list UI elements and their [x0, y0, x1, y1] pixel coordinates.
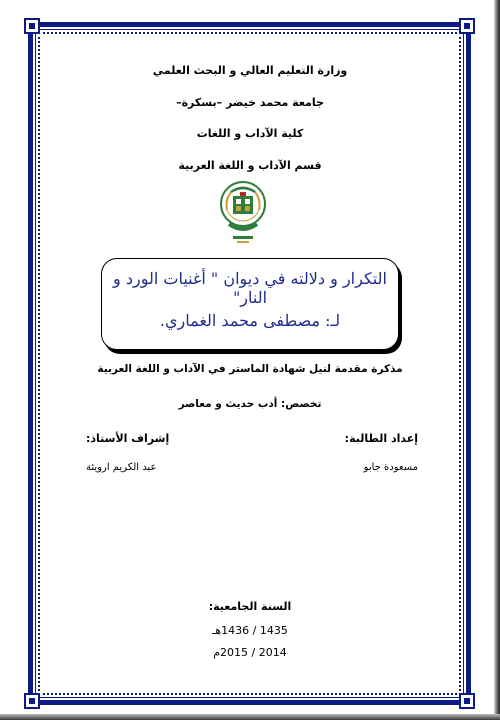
ministry-name: وزارة التعليم العالي و البحث العلمي	[152, 64, 348, 77]
student-label: إعداد الطالبة:	[344, 432, 418, 445]
thesis-purpose: مذكرة مقدمة لنيل شهادة الماستر في الآداب و اللغة العربية	[97, 363, 403, 375]
academic-year-gregorian: 2014 / 2015م	[213, 646, 287, 659]
university-emblem-icon	[219, 180, 267, 246]
department-name: قسم الآداب و اللغة العربية	[178, 159, 322, 172]
thesis-title-box	[101, 258, 399, 350]
thesis-title-line-2: لـ: مصطفى محمد الغماري.	[159, 311, 341, 330]
academic-year-hijri: 1435 / 1436هـ	[212, 624, 288, 637]
specialty: تخصص: أدب حديث و معاصر	[178, 398, 322, 410]
corner-ornament-bottom-left	[24, 693, 40, 709]
corner-ornament-bottom-right	[459, 693, 475, 709]
faculty-name: كلية الآداب و اللغات	[196, 127, 304, 140]
thesis-title-line-1: التكرار و دلالته في ديوان " أغنيات الورد و النار"	[113, 269, 387, 307]
supervisor-label: إشراف الأستاذ:	[86, 432, 170, 445]
supervisor-name: عبد الكريم ارويئة	[86, 462, 157, 473]
academic-year-label: السنة الجامعية:	[208, 600, 292, 613]
university-name: جامعة محمد خيضر –بسكرة–	[176, 96, 324, 109]
student-name: مسعودة جابو	[363, 462, 418, 473]
page-shadow-bottom	[0, 714, 500, 720]
page-shadow-right	[494, 0, 500, 720]
corner-ornament-top-left	[24, 18, 40, 34]
corner-ornament-top-right	[459, 18, 475, 34]
